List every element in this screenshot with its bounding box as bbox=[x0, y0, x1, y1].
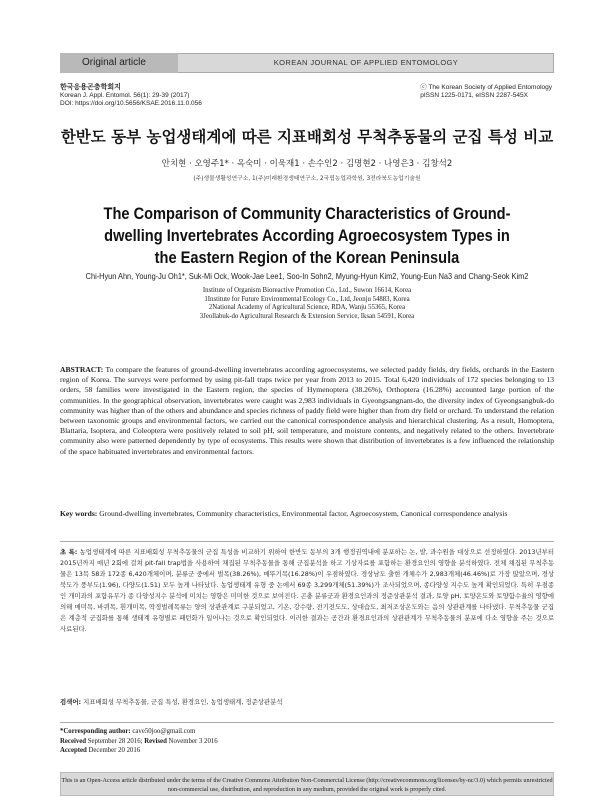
keywords-korean-text: 지표배회성 무척추동물, 군집 특성, 환경요인, 농업생태계, 정준상관분석 bbox=[81, 698, 283, 706]
section-label: Original article bbox=[60, 53, 178, 73]
abstract-text: To compare the features of ground-dwelling invertebrates according agroecosystems, we selected paddy fields, dry fields, orchards in the Eastern region of Korea. The surveys were performed by using pit-fall traps twice per year from 2013 to 2015. Total 6,420 individuals of 172 species belonging to 13 orders, 58 families were investigated in the Eastern region, the species of Hymenoptera (38.26%), Orthoptera (16.28%) accounted large portion of the communities. In the geographical observation, invertebrates were caught was 2,983 individuals in Gyeongsangnam-do, the diversity index of Gyeongsangbuk-do community was higher than of the others and abundance and species richness of paddy field were higher than from dry field or orchard. To understand the relation between taxonomic groups and environmental factors, we carried out the canonical correspondence analysis and hierarchical clustering. As a result, Homoptera, Blattaria, Isoptera, and Coleoptera were positively related to soil pH, soil temperature, and moisture contents, and negatively related to the others. Invertebrate community also were patterned dependently by type of ecosystems. This results were shown that distribution of invertebrates is a few influenced the relationship of the space habituated invertebrates and environmental factors. bbox=[60, 365, 554, 456]
license-box: This is an Open-Access article distributed under the terms of the Creative Commons Attribution Non-Commercial License (http://creativecommons.org/licenses/by-nc/3.0) which permits unrestricted non-commercial use, distribution, and reproduction in any medium, provided the original work is properly cited. bbox=[60, 772, 554, 796]
accepted-label: Accepted bbox=[60, 747, 87, 754]
accepted-date: December 20 2016 bbox=[86, 747, 141, 754]
affiliations-english bbox=[60, 287, 554, 321]
journal-ko: 한국응용곤충학회지 bbox=[60, 84, 121, 91]
keywords-label: Key words: bbox=[60, 509, 98, 518]
doi-link[interactable]: DOI: https://doi.org/10.5656/KSAE.2016.11.0.056 bbox=[60, 100, 202, 107]
affiliation-line: 2National Academy of Agricultural Science, RDA, Wanju 55365, Korea bbox=[208, 304, 406, 312]
keywords-korean-label: 검색어: bbox=[60, 698, 82, 706]
journal-name: KOREAN JOURNAL OF APPLIED ENTOMOLOGY bbox=[273, 58, 459, 67]
authors-korean: 안치현 · 오영주1* · 옥숙미 · 이욱재1 · 손수인2 · 김명현2 · 나영은3 · 김창석2 bbox=[161, 159, 453, 169]
title-korean: 한반도 동부 농업생태계에 따른 지표배회성 무척추동물의 군집 특성 비교 bbox=[60, 128, 554, 146]
corresponding-label: *Corresponding author: bbox=[60, 728, 131, 735]
keywords bbox=[60, 509, 554, 519]
abstract-korean-text: 농업생태계에 따른 지표배회성 무척추동물의 군집 특성을 비교하기 위하여 한반도 동부의 3개 행정권역내에 분포하는 논, 밭, 과수원을 대상으로 선정하였다. 2013년부터 2015년까지 매년 2회에 걸쳐 pit-fall trap법을 사용하여 채집된 무척추동물을 통해 군집분석을 하고 기상자료를 포함하는 환경요인의 영향을 분석하였다. 전체 채집된 무척추동물은 13목 58과 172종 6,420개체이며, 분류군 중에서 벌목(38.26%), 메뚜기목(16.28%)이 우점하였다. 경상남도 출현 개체수가 2,983개체(46.46%)로 가장 많았으며, 경상북도가 풍부도(1.96), 다양도(1.51) 모두 높게 나타났다. 농업생태계 유형 중 논에서 69종 3,299개체(51.39%)가 조사되었으며, 종다양성 지수도 높게 확인되었다. 특히 우점종인 개미과의 포함유무가 종 다양성지수 분석에 미치는 영향은 미미한 것으로 보여진다. 곤충 분류군과 환경요인과의 정준상관분석 결과, 토양 pH, 토양온도와 토양함수율의 영향에 의해 매미목, 바퀴목, 흰개미목, 딱정벌레목류는 양의 상관관계로 구분되었고, 기온, 강수량, 전기전도도, 상대습도, 최저조상온도와는 음의 상관관계를 나타냈다. 무척추동물 군집은 계층적 군집화를 통해 생태계 유형별로 패턴화가 일어나는 것으로 확인되었다. 이러한 결과는 공간과 환경요인과의 상관관계가 무척추동물의 분포에 다소 영향을 주는 것으로 사료된다. bbox=[60, 548, 554, 633]
divider bbox=[60, 722, 554, 723]
affiliations-korean: (주)생물생활성연구소, 1(주)미래환경생태연구소, 2국립농업과학원, 3전라북도농업기술원 bbox=[193, 176, 421, 182]
author-email[interactable]: cave50joo@gmail.com bbox=[130, 728, 196, 735]
copyright-block bbox=[420, 84, 552, 100]
affiliation-line: Institute of Organism Bioreactive Promotion Co., Ltd., Suwon 16614, Korea bbox=[202, 287, 412, 294]
copyright: ⓒ The Korean Society of Applied Entomology bbox=[420, 84, 552, 91]
authors-english: Chi-Hyun Ahn, Young-Ju Oh1*, Suk-Mi Ock, Wook-Jae Lee1, Soo-In Sohn2, Myung-Hyun Kim2, Young-Eun Na3 and Chang-Seok Kim2 bbox=[85, 272, 529, 281]
affiliation-line: 1Institute for Future Environmental Ecology Co., Ltd, Jeonju 54883, Korea bbox=[204, 295, 410, 303]
dates-line bbox=[60, 737, 554, 747]
issn: pISSN 1225-0171, eISSN 2287-545X bbox=[420, 92, 528, 99]
revised-date: November 3 2016 bbox=[166, 737, 218, 745]
citation-block bbox=[60, 84, 202, 108]
abstract bbox=[60, 365, 554, 457]
abstract-label: ABSTRACT: bbox=[60, 365, 104, 374]
corresponding-author bbox=[60, 727, 554, 737]
received-label: Received bbox=[60, 737, 87, 745]
accepted-line bbox=[60, 746, 554, 756]
received-date: September 28 2016; bbox=[86, 737, 145, 745]
divider bbox=[60, 541, 554, 542]
keywords-text: Ground-dwelling invertebrates, Community characteristics, Environmental factor, Agroecosystem, Canonical correspondence analysis bbox=[97, 509, 508, 518]
citation: Korean J. Appl. Entomol. 56(1): 29-39 (2017) bbox=[60, 92, 190, 99]
keywords-korean bbox=[60, 698, 554, 707]
abstract-korean bbox=[60, 547, 554, 635]
correspondence-block bbox=[60, 727, 554, 756]
revised-label: Revised bbox=[144, 737, 167, 745]
abstract-korean-label: 초 록: bbox=[60, 548, 78, 556]
title-english: The Comparison of Community Characteristics of Ground-dwelling Invertebrates According Agroecosystem Types in the Eastern Region of the Korean Peninsula bbox=[103, 204, 511, 267]
affiliation-line: 3Jeollabuk-do Agricultural Research & Extension Service, Iksan 54591, Korea bbox=[199, 312, 415, 320]
